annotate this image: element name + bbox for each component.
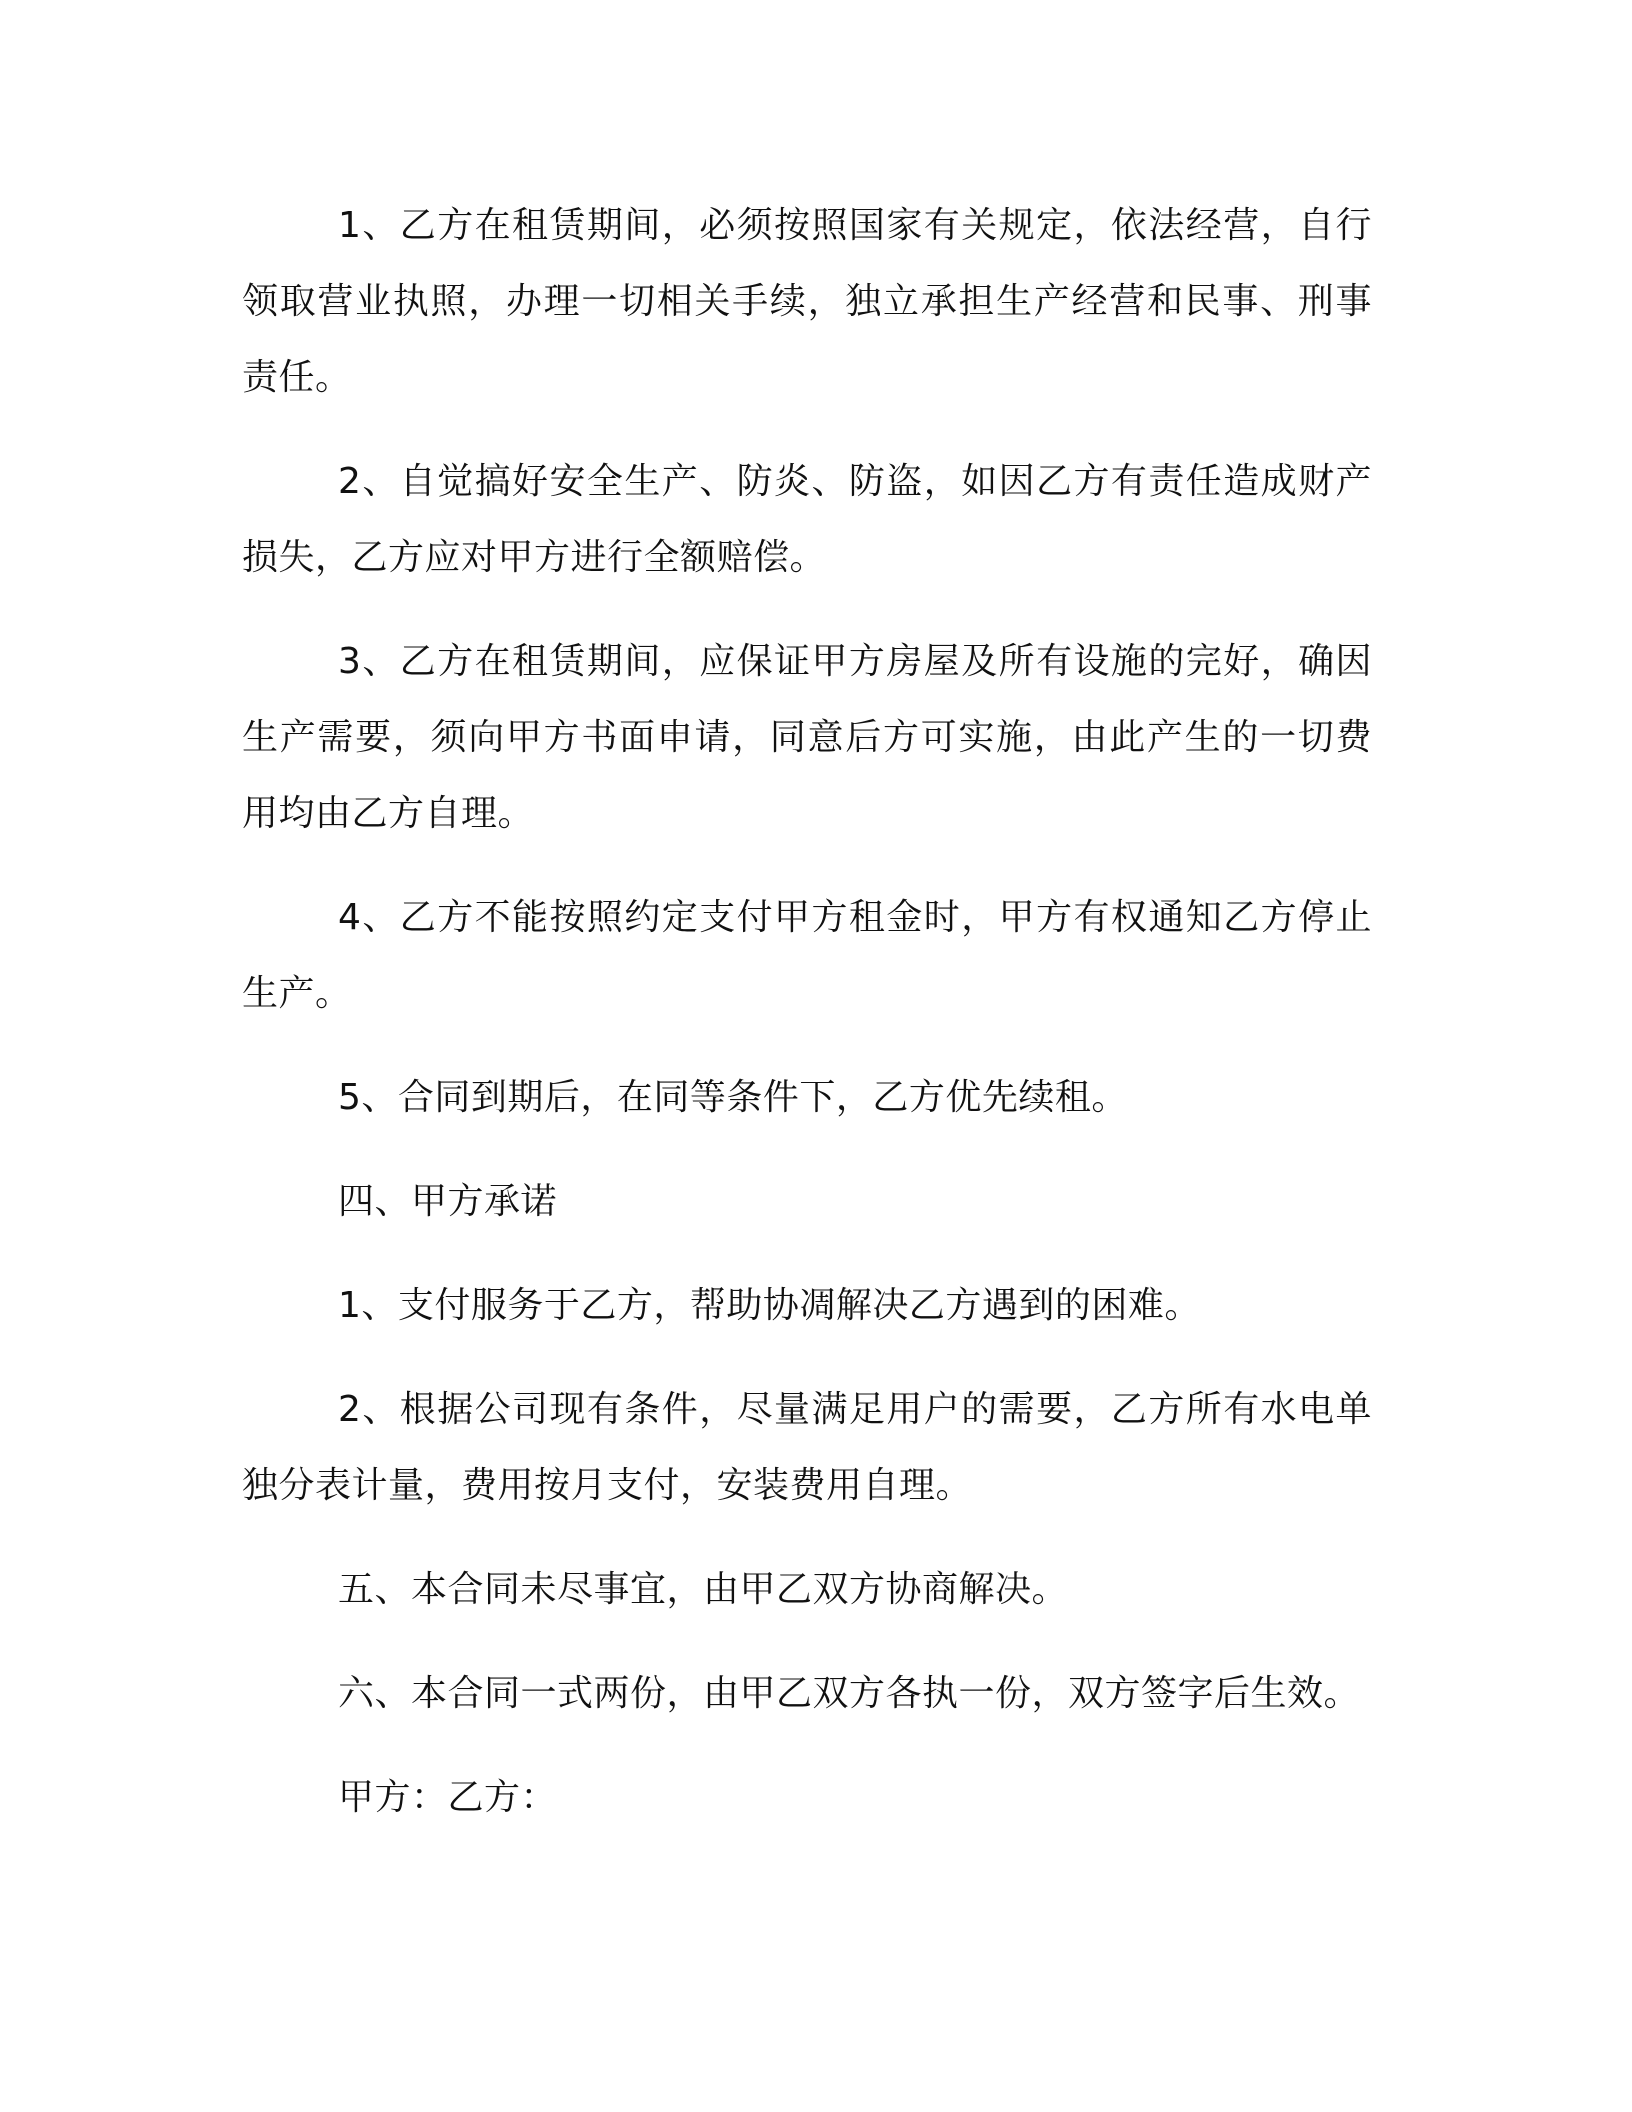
clause-4-2-utilities: 2、根据公司现有条件，尽量满足用户的需要，乙方所有水电单独分表计量，费用按月支付，安装费用自理。 bbox=[242, 1389, 1372, 1506]
clause-6-copies-effectiveness: 六、本合同一式两份，由甲乙双方各执一份，双方签字后生效。 bbox=[338, 1673, 1361, 1714]
contract-body bbox=[242, 188, 1372, 1836]
section-heading-party-a-commitment: 四、甲方承诺 bbox=[338, 1181, 558, 1222]
signature-line: 甲方：乙方： bbox=[338, 1777, 558, 1818]
clause-3-2-safety-production: 2、自觉搞好安全生产、防炎、防盗，如因乙方有责任造成财产损失，乙方应对甲方进行全额赔偿。 bbox=[242, 461, 1372, 578]
clause-3-1-business-license: 1、乙方在租赁期间，必须按照国家有关规定，依法经营，自行领取营业执照，办理一切相关手续，独立承担生产经营和民事、刑事责任。 bbox=[242, 205, 1372, 398]
clause-3-3-facility-maintenance: 3、乙方在租赁期间，应保证甲方房屋及所有设施的完好，确因生产需要，须向甲方书面申请，同意后方可实施，由此产生的一切费用均由乙方自理。 bbox=[242, 641, 1372, 834]
clause-4-1-service: 1、支付服务于乙方，帮助协凋解决乙方遇到的困难。 bbox=[338, 1285, 1201, 1326]
clause-5-unresolved-matters: 五、本合同未尽事宜，由甲乙双方协商解决。 bbox=[338, 1569, 1069, 1610]
clause-3-5-renewal-priority: 5、合同到期后，在同等条件下，乙方优先续租。 bbox=[338, 1077, 1128, 1118]
clause-3-4-rent-payment: 4、乙方不能按照约定支付甲方租金时，甲方有权通知乙方停止生产。 bbox=[242, 897, 1372, 1014]
